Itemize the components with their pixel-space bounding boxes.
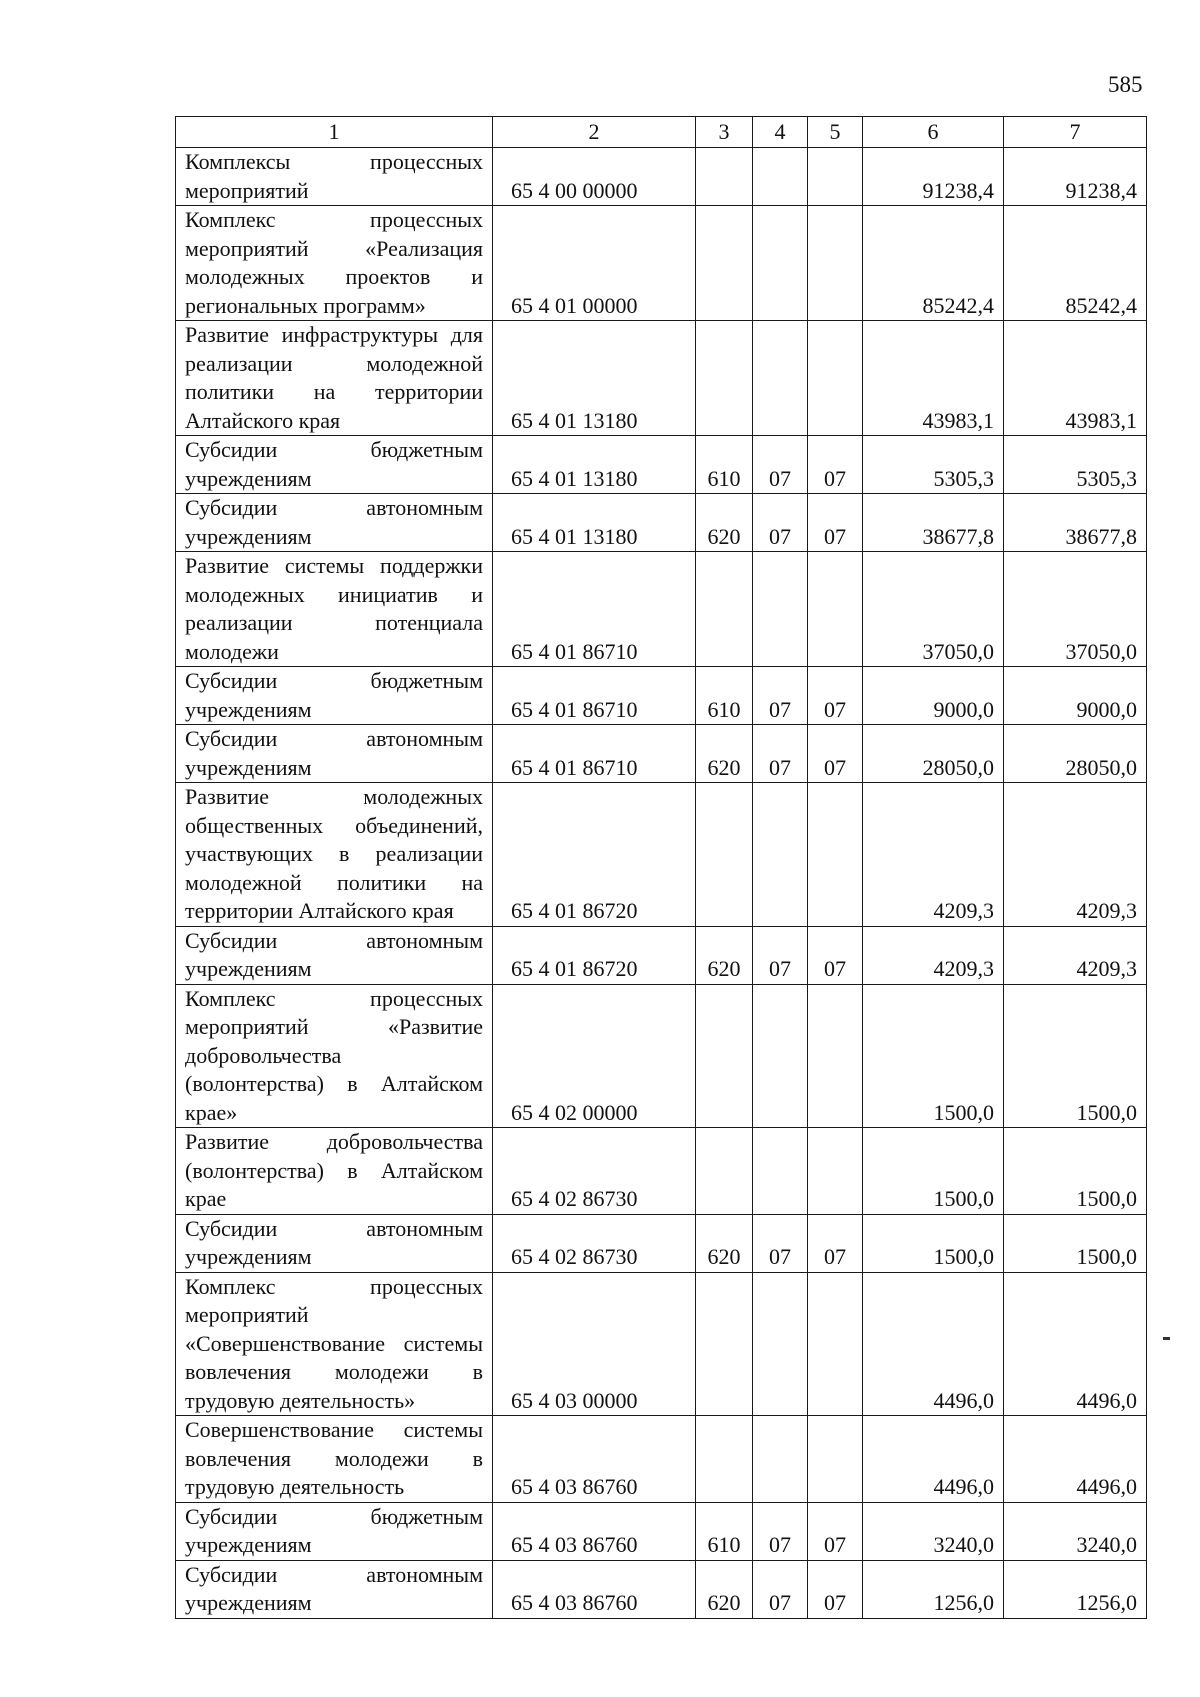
table-row: [176, 1214, 1147, 1272]
row-col6: 1500,0: [863, 1214, 1004, 1272]
row-col6: 4496,0: [863, 1416, 1004, 1503]
row-name: Развитие системы поддержки молодежных инициатив и реализации потенциала молодежи: [176, 552, 493, 667]
row-code: 65 4 02 86730: [493, 1128, 696, 1215]
row-col7: 5305,3: [1004, 436, 1147, 494]
row-code: 65 4 01 86710: [493, 667, 696, 725]
table-row: [176, 148, 1147, 206]
row-col7: 4209,3: [1004, 783, 1147, 927]
budget-table: [175, 116, 1147, 1619]
table-row: [176, 1502, 1147, 1560]
row-name: Комплекс процессных мероприятий «Совершенствование системы вовлечения молодежи в трудовую деятельность»: [176, 1272, 493, 1416]
row-code: 65 4 03 00000: [493, 1272, 696, 1416]
row-col3: [696, 783, 753, 927]
row-name: Субсидии бюджетным учреждениям: [176, 667, 493, 725]
row-name: Развитие молодежных общественных объединений, участвующих в реализации молодежной политики на территории Алтайского края: [176, 783, 493, 927]
header-cell-7: 7: [1004, 117, 1147, 148]
row-col6: 1500,0: [863, 1128, 1004, 1215]
row-col3: [696, 984, 753, 1128]
row-col3: [696, 206, 753, 321]
row-col7: 1500,0: [1004, 984, 1147, 1128]
table-header-row: [176, 117, 1147, 148]
row-col6: 5305,3: [863, 436, 1004, 494]
row-col6: 43983,1: [863, 321, 1004, 436]
row-name: Комплексы процессных мероприятий: [176, 148, 493, 206]
row-code: 65 4 01 86710: [493, 552, 696, 667]
table-row: [176, 783, 1147, 927]
table-row: [176, 436, 1147, 494]
row-col3: [696, 1416, 753, 1503]
row-col5: [808, 984, 863, 1128]
row-code: 65 4 01 86710: [493, 725, 696, 783]
row-col3: 620: [696, 494, 753, 552]
table-row: [176, 1560, 1147, 1618]
row-col6: 4496,0: [863, 1272, 1004, 1416]
table-row: [176, 1416, 1147, 1503]
row-col6: 1256,0: [863, 1560, 1004, 1618]
row-name: Субсидии автономным учреждениям: [176, 926, 493, 984]
row-col6: 3240,0: [863, 1502, 1004, 1560]
table-row: [176, 321, 1147, 436]
row-code: 65 4 01 00000: [493, 206, 696, 321]
row-col3: 610: [696, 667, 753, 725]
table-row: [176, 926, 1147, 984]
table-row: [176, 725, 1147, 783]
table-row: [176, 984, 1147, 1128]
row-col6: 4209,3: [863, 783, 1004, 927]
row-col5: [808, 783, 863, 927]
row-col7: 28050,0: [1004, 725, 1147, 783]
row-col7: 4209,3: [1004, 926, 1147, 984]
row-col4: [753, 1128, 808, 1215]
row-col5: 07: [808, 1214, 863, 1272]
header-cell-5: 5: [808, 117, 863, 148]
table-row: [176, 667, 1147, 725]
page-number: 585: [1108, 72, 1143, 97]
row-col4: [753, 783, 808, 927]
row-code: 65 4 01 86720: [493, 783, 696, 927]
row-code: 65 4 00 00000: [493, 148, 696, 206]
row-col7: 4496,0: [1004, 1416, 1147, 1503]
header-cell-3: 3: [696, 117, 753, 148]
row-col5: 07: [808, 667, 863, 725]
header-cell-6: 6: [863, 117, 1004, 148]
row-name: Субсидии автономным учреждениям: [176, 1214, 493, 1272]
row-name: Субсидии автономным учреждениям: [176, 494, 493, 552]
row-col6: 4209,3: [863, 926, 1004, 984]
row-col7: 1500,0: [1004, 1214, 1147, 1272]
row-col7: 43983,1: [1004, 321, 1147, 436]
row-col4: 07: [753, 436, 808, 494]
row-col3: 610: [696, 1502, 753, 1560]
row-col5: [808, 1272, 863, 1416]
row-code: 65 4 03 86760: [493, 1416, 696, 1503]
row-col4: [753, 552, 808, 667]
row-col7: 9000,0: [1004, 667, 1147, 725]
row-col5: 07: [808, 725, 863, 783]
row-col7: 37050,0: [1004, 552, 1147, 667]
row-name: Комплекс процессных мероприятий «Развитие добровольчества (волонтерства) в Алтайском крае»: [176, 984, 493, 1128]
table-row: [176, 494, 1147, 552]
row-code: 65 4 02 86730: [493, 1214, 696, 1272]
row-name: Субсидии автономным учреждениям: [176, 725, 493, 783]
row-col5: 07: [808, 1502, 863, 1560]
row-name: Развитие инфраструктуры для реализации молодежной политики на территории Алтайского края: [176, 321, 493, 436]
row-col3: 620: [696, 1560, 753, 1618]
row-name: Совершенствование системы вовлечения молодежи в трудовую деятельность: [176, 1416, 493, 1503]
row-col5: [808, 552, 863, 667]
row-col4: 07: [753, 1214, 808, 1272]
header-cell-1: 1: [176, 117, 493, 148]
row-col5: [808, 1128, 863, 1215]
row-name: Развитие добровольчества (волонтерства) в Алтайском крае: [176, 1128, 493, 1215]
row-col6: 85242,4: [863, 206, 1004, 321]
row-col7: 91238,4: [1004, 148, 1147, 206]
table-row: [176, 206, 1147, 321]
row-col4: [753, 1272, 808, 1416]
row-col3: [696, 1128, 753, 1215]
row-col7: 4496,0: [1004, 1272, 1147, 1416]
header-cell-2: 2: [493, 117, 696, 148]
row-col4: 07: [753, 926, 808, 984]
row-code: 65 4 03 86760: [493, 1502, 696, 1560]
row-col5: 07: [808, 926, 863, 984]
row-col5: 07: [808, 436, 863, 494]
row-col3: 620: [696, 725, 753, 783]
row-col6: 91238,4: [863, 148, 1004, 206]
row-code: 65 4 01 13180: [493, 494, 696, 552]
row-col7: 3240,0: [1004, 1502, 1147, 1560]
table-row: [176, 552, 1147, 667]
row-col6: 37050,0: [863, 552, 1004, 667]
row-col4: 07: [753, 494, 808, 552]
row-col3: [696, 148, 753, 206]
row-col5: [808, 321, 863, 436]
row-col3: 620: [696, 926, 753, 984]
row-col4: [753, 321, 808, 436]
row-col7: 1256,0: [1004, 1560, 1147, 1618]
row-code: 65 4 01 13180: [493, 321, 696, 436]
row-col4: 07: [753, 667, 808, 725]
row-col4: 07: [753, 1560, 808, 1618]
header-cell-4: 4: [753, 117, 808, 148]
row-col6: 28050,0: [863, 725, 1004, 783]
row-col5: 07: [808, 1560, 863, 1618]
row-name: Субсидии бюджетным учреждениям: [176, 436, 493, 494]
table-row: [176, 1128, 1147, 1215]
row-col5: [808, 206, 863, 321]
row-col6: 9000,0: [863, 667, 1004, 725]
row-col4: [753, 206, 808, 321]
row-col4: 07: [753, 725, 808, 783]
row-col6: 38677,8: [863, 494, 1004, 552]
row-col4: [753, 984, 808, 1128]
row-col3: [696, 321, 753, 436]
row-name: Субсидии автономным учреждениям: [176, 1560, 493, 1618]
row-col5: [808, 148, 863, 206]
row-col3: [696, 552, 753, 667]
row-col5: [808, 1416, 863, 1503]
row-col5: 07: [808, 494, 863, 552]
table-row: [176, 1272, 1147, 1416]
row-col4: [753, 148, 808, 206]
row-col7: 38677,8: [1004, 494, 1147, 552]
row-code: 65 4 02 00000: [493, 984, 696, 1128]
row-col3: 620: [696, 1214, 753, 1272]
row-col4: 07: [753, 1502, 808, 1560]
row-col7: 85242,4: [1004, 206, 1147, 321]
row-col3: [696, 1272, 753, 1416]
row-col7: 1500,0: [1004, 1128, 1147, 1215]
row-code: 65 4 03 86760: [493, 1560, 696, 1618]
scan-mark: [1163, 1337, 1170, 1340]
row-col4: [753, 1416, 808, 1503]
row-code: 65 4 01 86720: [493, 926, 696, 984]
row-col3: 610: [696, 436, 753, 494]
row-name: Субсидии бюджетным учреждениям: [176, 1502, 493, 1560]
row-code: 65 4 01 13180: [493, 436, 696, 494]
row-col6: 1500,0: [863, 984, 1004, 1128]
row-name: Комплекс процессных мероприятий «Реализация молодежных проектов и региональных программ»: [176, 206, 493, 321]
